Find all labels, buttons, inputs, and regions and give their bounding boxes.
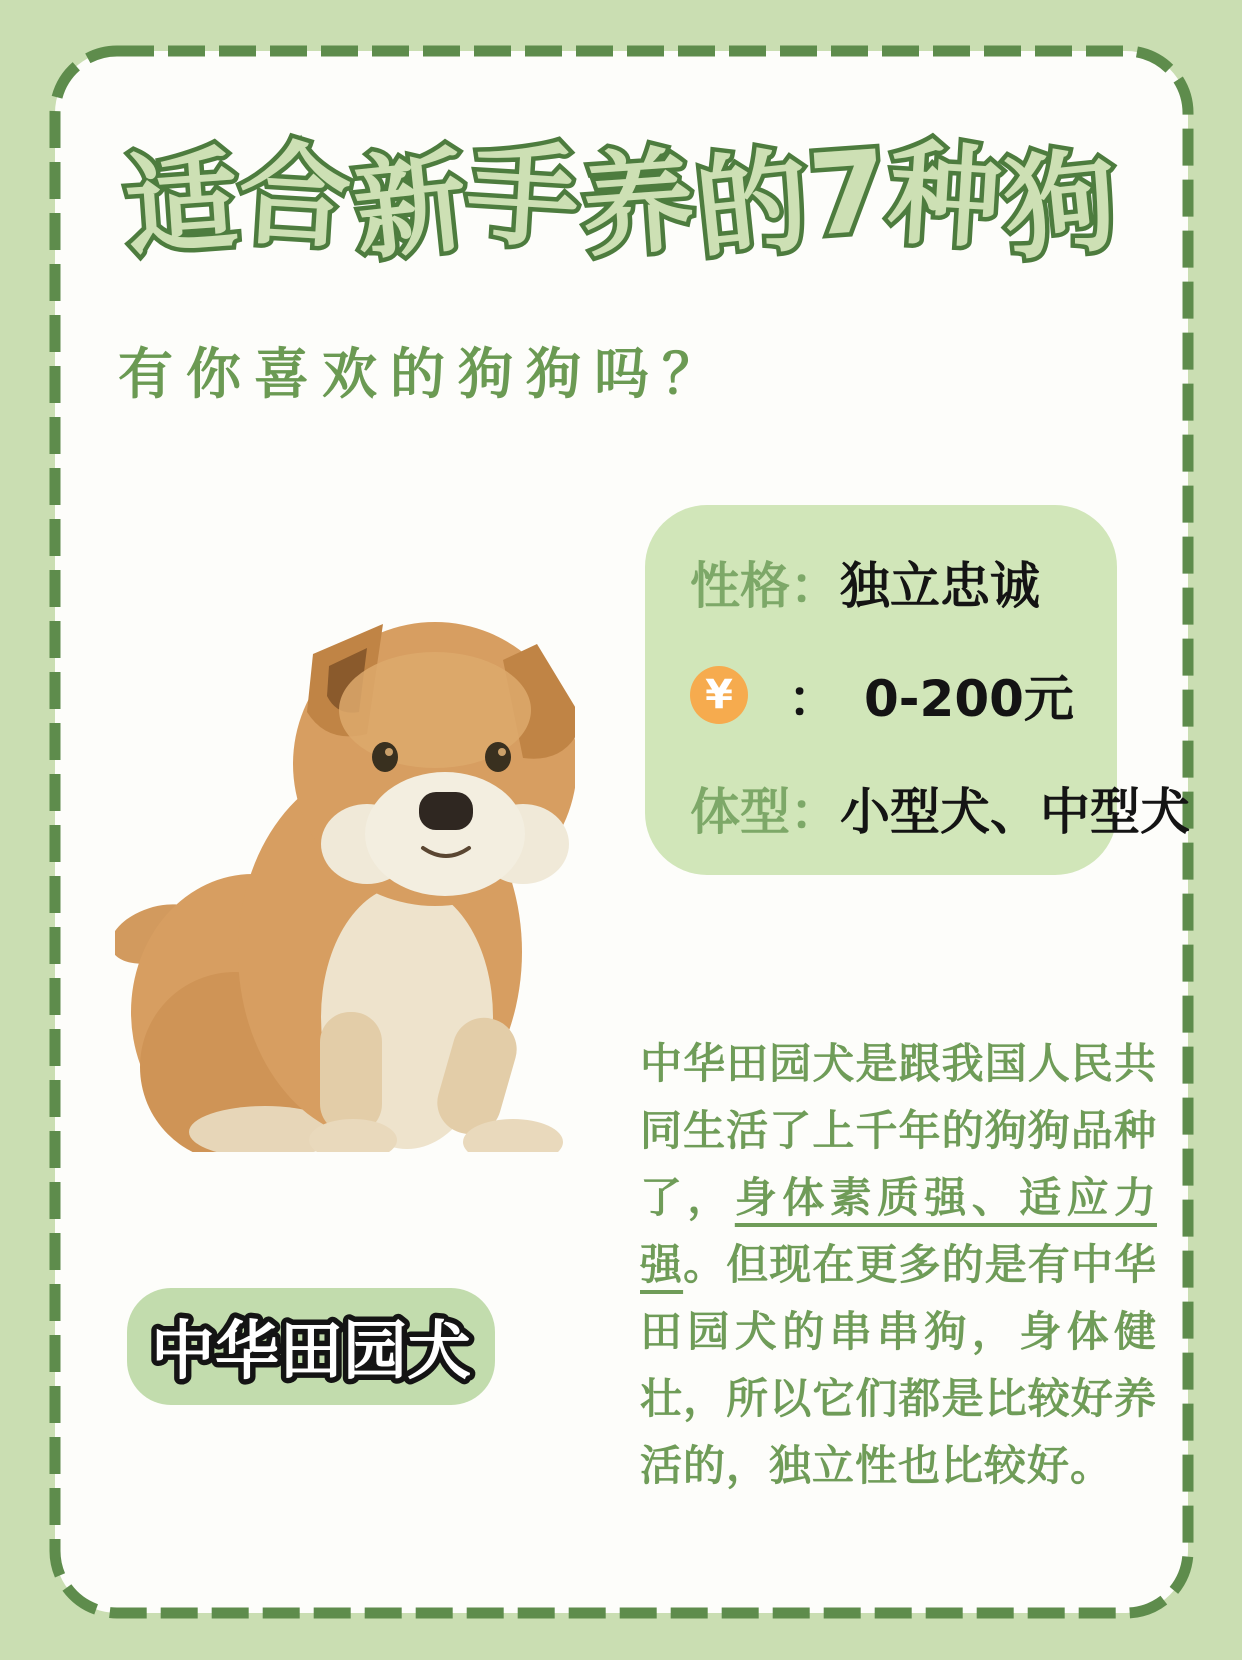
personality-label: 性格：	[690, 557, 840, 615]
page-subtitle: 有你喜欢的狗狗吗？	[118, 342, 731, 406]
title-char: 适	[121, 134, 245, 273]
size-row	[690, 779, 1190, 841]
puppy-photo	[115, 592, 575, 1152]
breed-name-outlined-text	[127, 1288, 495, 1405]
breed-description	[640, 1030, 1157, 1499]
personality-value: 独立忠诚	[840, 557, 1040, 615]
price-colon: ：	[788, 670, 838, 728]
breed-name-pill	[127, 1288, 495, 1405]
breed-name-text: 中华田园犬	[151, 1315, 471, 1389]
title-char: 7	[804, 126, 894, 262]
size-value: 小型犬、中型犬	[840, 783, 1190, 841]
yen-coin-icon	[690, 666, 748, 724]
title-char: 新	[348, 134, 476, 277]
breed-info-card	[645, 505, 1190, 875]
description-rest: 。但现在更多的是有中华田园犬的串串狗，身体健壮，所以它们都是比较好养活的，独立性也比较好。	[640, 1240, 1157, 1490]
page-title	[0, 96, 1242, 286]
title-char: 狗	[998, 134, 1125, 277]
title-char: 合	[234, 128, 357, 265]
personality-row	[690, 553, 1117, 615]
description-underlined: 身体素质强、适应力强	[640, 1173, 1157, 1289]
title-char: 手	[462, 128, 585, 265]
title-char: 种	[884, 128, 1007, 265]
price-value: 0-200元	[864, 670, 1074, 728]
title-char: 的	[690, 134, 818, 277]
yen-symbol: ¥	[705, 672, 733, 718]
title-char: 养	[577, 134, 701, 273]
size-label: 体型：	[690, 783, 840, 841]
description-lead: 中华田园犬是跟我国人民共同生活了上千年的狗狗品种了，	[640, 1039, 1157, 1222]
price-row	[690, 666, 1117, 728]
